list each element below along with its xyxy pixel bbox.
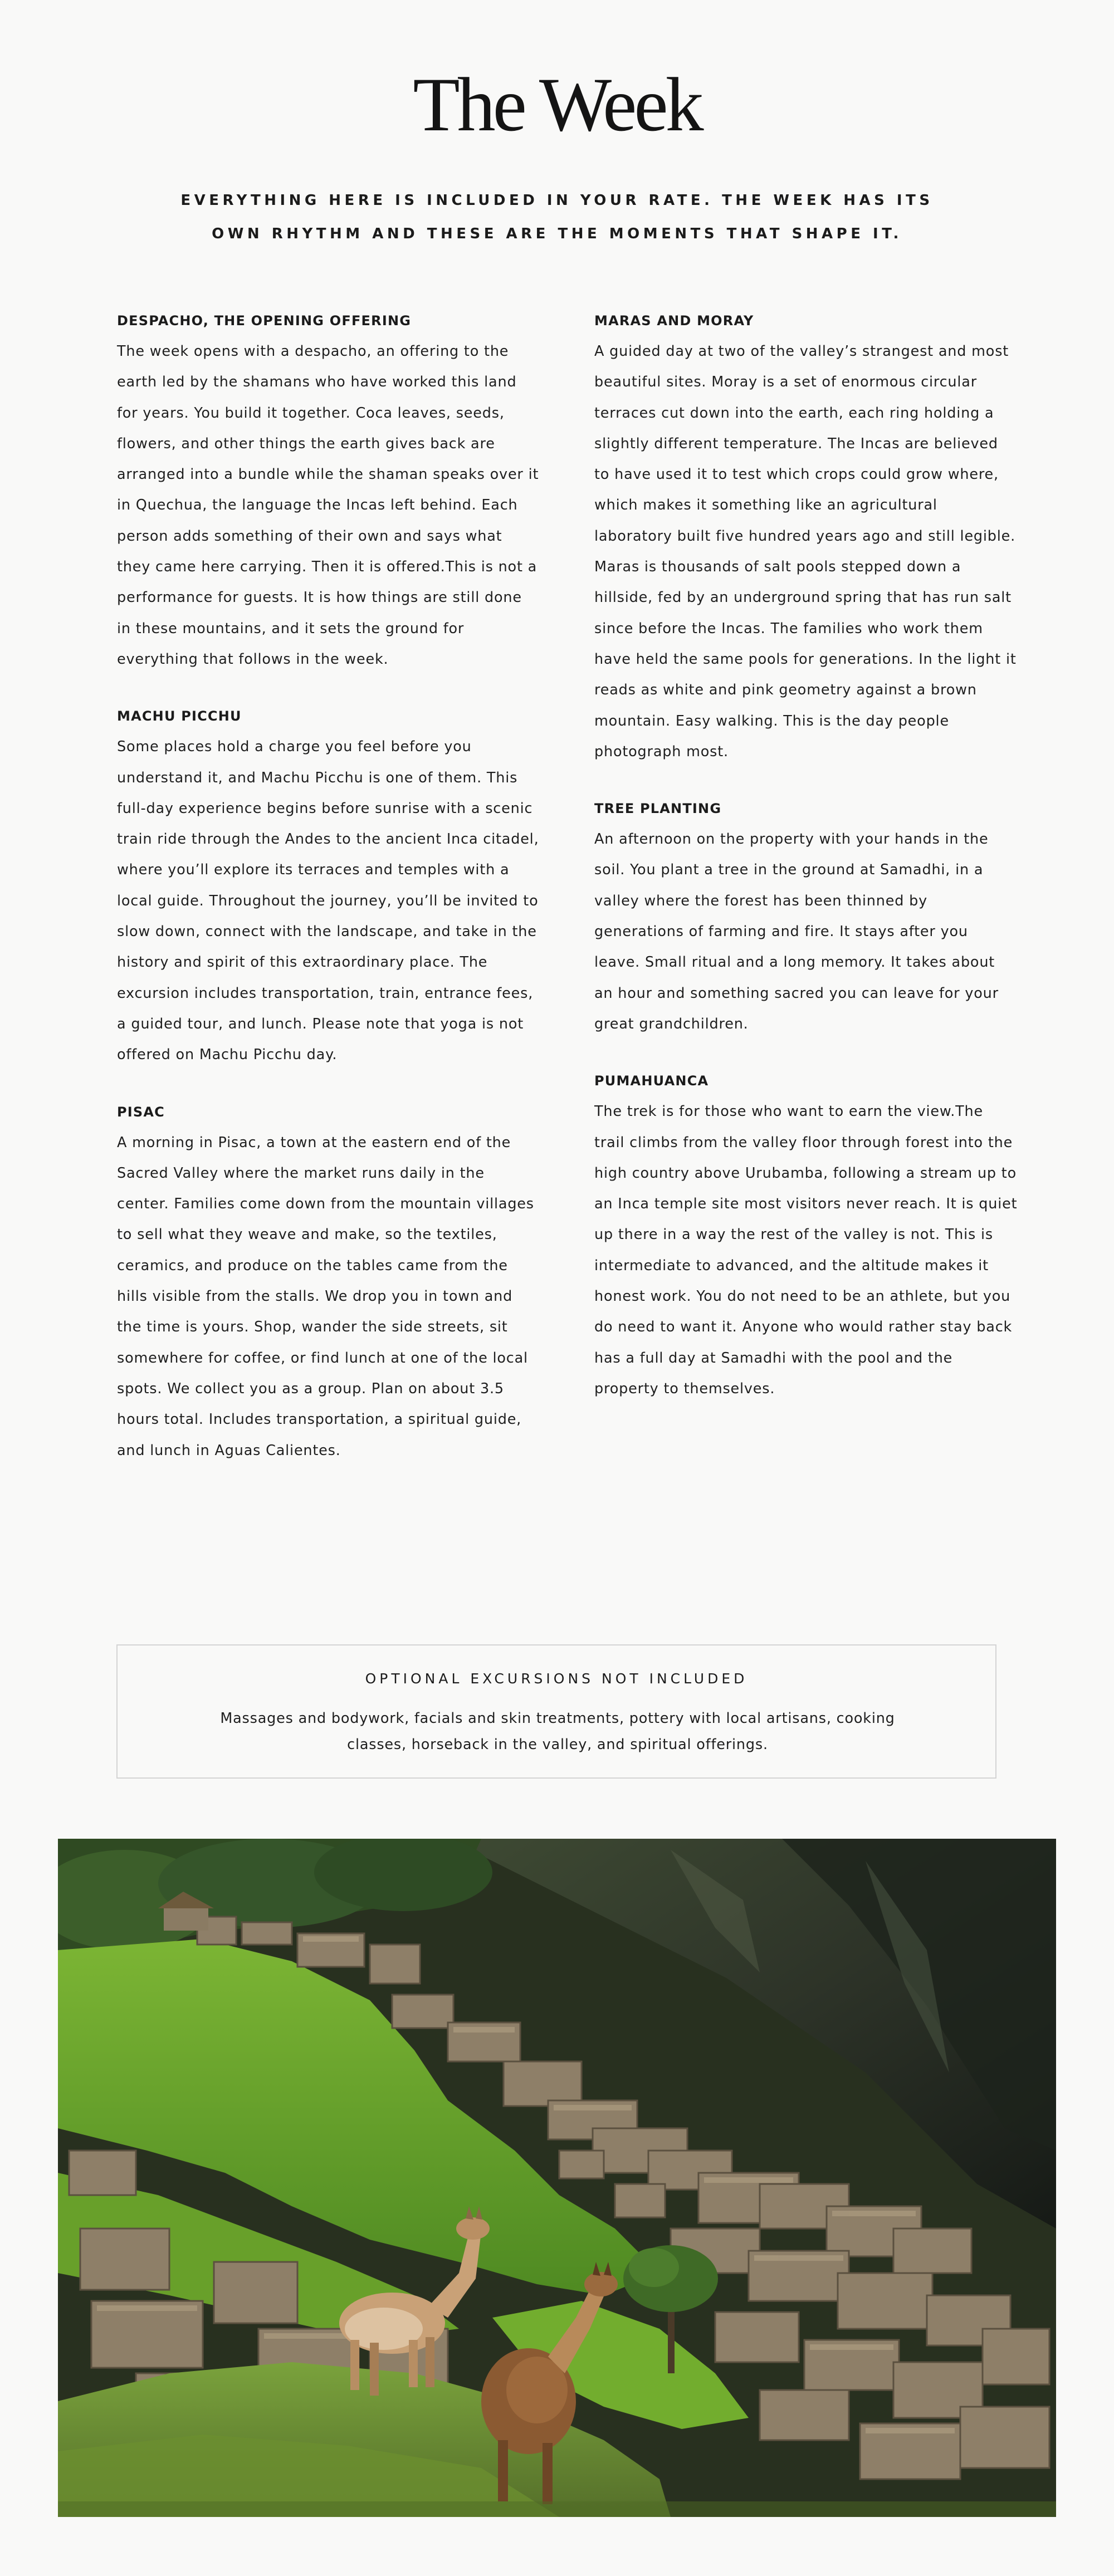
optional-excursions-box: [116, 1644, 996, 1779]
section-heading: MACHU PICCHU: [117, 708, 242, 724]
section-body: The trek is for those who want to earn the view.The trail climbs from the valley floor through forest into the high country above Urubamba, following a stream up to an Inca temple site most visitors never reach. It is quiet up there in a way the rest of the valley is not. This is intermediate to advanced, and the altitude makes it honest work. You do not need to be an athlete, but you do need to want it. Anyone who would rather stay back has a full day at Samadhi with the pool and the property to themselves.: [594, 1103, 1018, 1397]
page-title: The Week: [413, 62, 701, 147]
section-heading: MARAS AND MORAY: [594, 313, 754, 329]
section-heading: PISAC: [117, 1104, 165, 1120]
optional-heading: OPTIONAL EXCURSIONS NOT INCLUDED: [365, 1671, 748, 1687]
section-heading: PUMAHUANCA: [594, 1073, 709, 1089]
section-tree-planting: [594, 797, 1018, 1040]
section-body: The week opens with a despacho, an offering to the earth led by the shamans who have worked this land for years. You build it together. Coca leaves, seeds, flowers, and other things the earth gives back are arranged into a bundle while the shaman speaks over it in Quechua, the language the Incas left behind. Each person adds something of their own and says what they came here carrying. Then it is offered.This is not a performance for guests. It is how things are still done in these mountains, and it sets the ground for everything that follows in the week.: [117, 343, 539, 668]
page-subtitle: EVERYTHING HERE IS INCLUDED IN YOUR RATE. THE WEEK HAS ITS OWN RHYTHM AND THESE ARE THE MOMENTS THAT SHAPE IT.: [180, 192, 934, 242]
optional-body: Massages and bodywork, facials and skin treatments, pottery with local artisans, cooking classes, horseback in the valley, and spiritual offerings.: [220, 1710, 895, 1753]
section-body: An afternoon on the property with your hands in the soil. You plant a tree in the ground at Samadhi, in a valley where the forest has been thinned by generations of farming and fire. It stays after you leave. Small ritual and a long memory. It takes about an hour and something sacred you can leave for your great grandchildren.: [594, 831, 999, 1032]
section-despacho: [117, 310, 540, 675]
section-maras-moray: [594, 310, 1018, 767]
left-column: [117, 310, 540, 1496]
section-body: A guided day at two of the valley’s strangest and most beautiful sites. Moray is a set of enormous circular terraces cut down into the earth, each ring holding a slightly different temperature. The Incas are believed to have used it to test which crops could grow where, which makes it something like an agricultural laboratory built five hundred years ago and still legible. Maras is thousands of salt pools stepped down a hillside, fed by an underground spring that has run salt since before the Incas. The families who work them have held the same pools for generations. In the light it reads as white and pink geometry against a brown mountain. Easy walking. This is the day people photograph most.: [594, 343, 1017, 760]
right-column: [594, 310, 1018, 1434]
section-heading: TREE PLANTING: [594, 801, 722, 817]
section-heading: DESPACHO, THE OPENING OFFERING: [117, 313, 412, 329]
section-body: Some places hold a charge you feel before you understand it, and Machu Picchu is one of them. This full-day experience begins before sunrise with a scenic train ride through the Andes to the ancient Inca citadel, where you’ll explore its terraces and temples with a local guide. Throughout the journey, you’ll be invited to slow down, connect with the landscape, and take in the history and spirit of this extraordinary place. The excursion includes transportation, train, entrance fees, a guided tour, and lunch. Please note that yoga is not offered on Machu Picchu day.: [117, 738, 539, 1064]
section-body: A morning in Pisac, a town at the eastern end of the Sacred Valley where the market runs daily in the center. Families come down from the mountain villages to sell what they weave and make, so the textiles, ceramics, and produce on the tables came from the hills visible from the stalls. We drop you in town and the time is yours. Shop, wander the side streets, sit somewhere for coffee, or find lunch at one of the local spots. We collect you as a group. Plan on about 3.5 hours total. Includes transportation, a spiritual guide, and lunch in Aguas Calientes.: [117, 1134, 534, 1459]
section-pumahuanca: [594, 1070, 1018, 1404]
machu-picchu-photo: [58, 1839, 1056, 2517]
section-machu-picchu: [117, 705, 540, 1070]
machu-picchu-illustration: [58, 1839, 1056, 2517]
section-pisac: [117, 1101, 540, 1466]
